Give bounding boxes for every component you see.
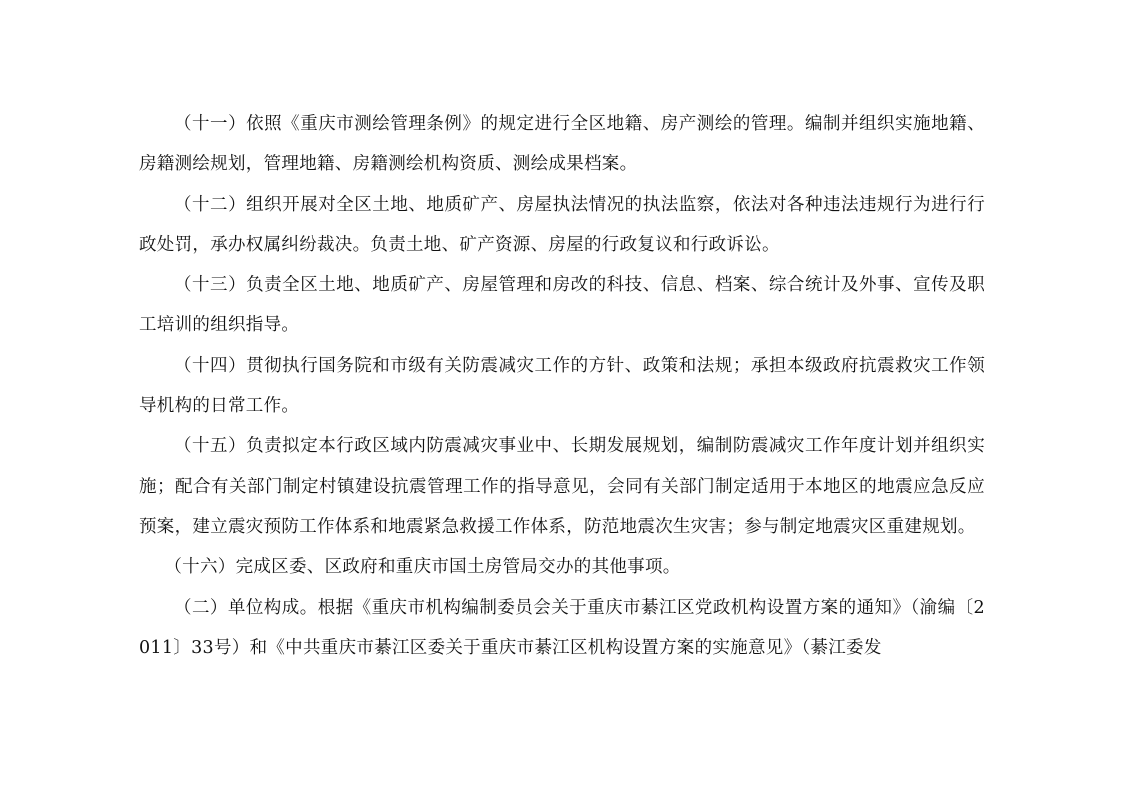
paragraph-item-16: （十六）完成区委、区政府和重庆市国土房管局交办的其他事项。 [164,557,681,578]
paragraph-item-12: （十二）组织开展对全区土地、地质矿产、房屋执法情况的执法监察，依法对各种违法违规行为进行行政处罚，承办权属纠纷裁决。负责土地、矿产资源、房屋的行政复议和行政诉讼。 [139,194,985,255]
paragraph-unit-composition: （二）单位构成。根据《重庆市机构编制委员会关于重庆市綦江区党政机构设置方案的通知》（渝编〔2011〕33号）和《中共重庆市綦江区委关于重庆市綦江区机构设置方案的实施意见》（綦江委发 [139,597,985,658]
paragraph-item-11: （十一）依照《重庆市测绘管理条例》的规定进行全区地籍、房产测绘的管理。编制并组织实施地籍、房籍测绘规划，管理地籍、房籍测绘机构资质、测绘成果档案。 [139,114,985,175]
document-body [139,104,985,668]
paragraph-item-14: （十四）贯彻执行国务院和市级有关防震减灾工作的方针、政策和法规；承担本级政府抗震救灾工作领导机构的日常工作。 [139,355,985,417]
paragraph-item-13: （十三）负责全区土地、地质矿产、房屋管理和房改的科技、信息、档案、综合统计及外事、宣传及职工培训的组织指导。 [139,275,985,336]
paragraph-item-15: （十五）负责拟定本行政区域内防震减灾事业中、长期发展规划，编制防震减灾工作年度计划并组织实施；配合有关部门制定村镇建设抗震管理工作的指导意见，会同有关部门制定适用于本地区的地震应急反应预案，建立震灾预防工作体系和地震紧急救援工作体系，防范地震次生灾害；参与制定地震灾区重建规划。 [139,436,985,537]
